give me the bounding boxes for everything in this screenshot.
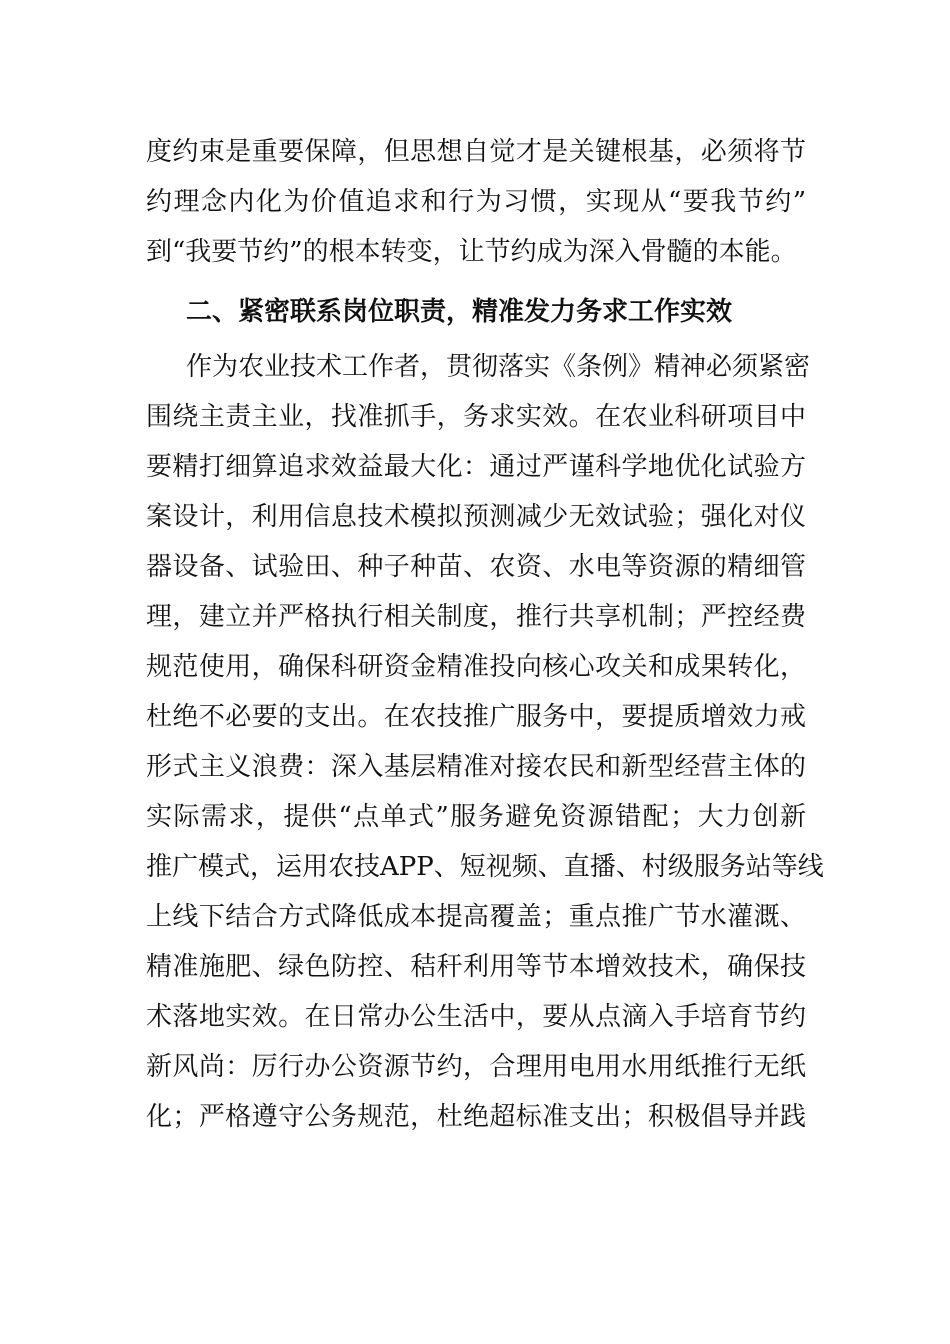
body-line-8: 杜绝不必要的支出。在农技推广服务中，要提质增效力戒 bbox=[146, 702, 806, 732]
body-line-3: 要精打细算追求效益最大化：通过严谨科学地优化试验方 bbox=[146, 452, 806, 482]
body-line-16: 化；严格遵守公务规范，杜绝超标准支出；积极倡导并践 bbox=[146, 1102, 806, 1132]
body-line-9: 形式主义浪费：深入基层精准对接农民和新型经营主体的 bbox=[146, 752, 806, 782]
body-line-15: 新风尚：厉行办公资源节约，合理用电用水用纸推行无纸 bbox=[146, 1052, 806, 1082]
body-line-4: 案设计，利用信息技术模拟预测减少无效试验；强化对仪 bbox=[146, 502, 806, 532]
body-line-5: 器设备、试验田、种子种苗、农资、水电等资源的精细管 bbox=[146, 552, 806, 582]
body-line-1: 作为农业技术工作者，贯彻落实《条例》精神必须紧密 bbox=[186, 352, 811, 382]
body-line-14: 术落地实效。在日常办公生活中，要从点滴入手培育节约 bbox=[146, 1002, 806, 1032]
body-line-12: 上线下结合方式降低成本提高覆盖；重点推广节水灌溉、 bbox=[146, 902, 806, 932]
body-line-10: 实际需求，提供“点单式”服务避免资源错配；大力创新 bbox=[146, 802, 806, 832]
intro-line-1: 度约束是重要保障，但思想自觉才是关键根基，必须将节 bbox=[146, 137, 806, 167]
intro-line-3: 到“我要节约”的根本转变，让节约成为深入骨髓的本能。 bbox=[146, 237, 797, 267]
body-line-6: 理，建立并严格执行相关制度，推行共享机制；严控经费 bbox=[146, 602, 806, 632]
body-line-7: 规范使用，确保科研资金精准投向核心攻关和成果转化， bbox=[146, 652, 806, 682]
section-heading: 二、紧密联系岗位职责，精准发力务求工作实效 bbox=[186, 297, 733, 327]
body-line-2: 围绕主责主业，找准抓手，务求实效。在农业科研项目中 bbox=[146, 402, 806, 432]
body-line-13: 精准施肥、绿色防控、秸秆利用等节本增效技术，确保技 bbox=[146, 952, 806, 982]
intro-line-2: 约理念内化为价值追求和行为习惯，实现从“要我节约” bbox=[146, 187, 806, 217]
body-line-11: 推广模式，运用农技APP、短视频、直播、村级服务站等线 bbox=[146, 852, 824, 882]
